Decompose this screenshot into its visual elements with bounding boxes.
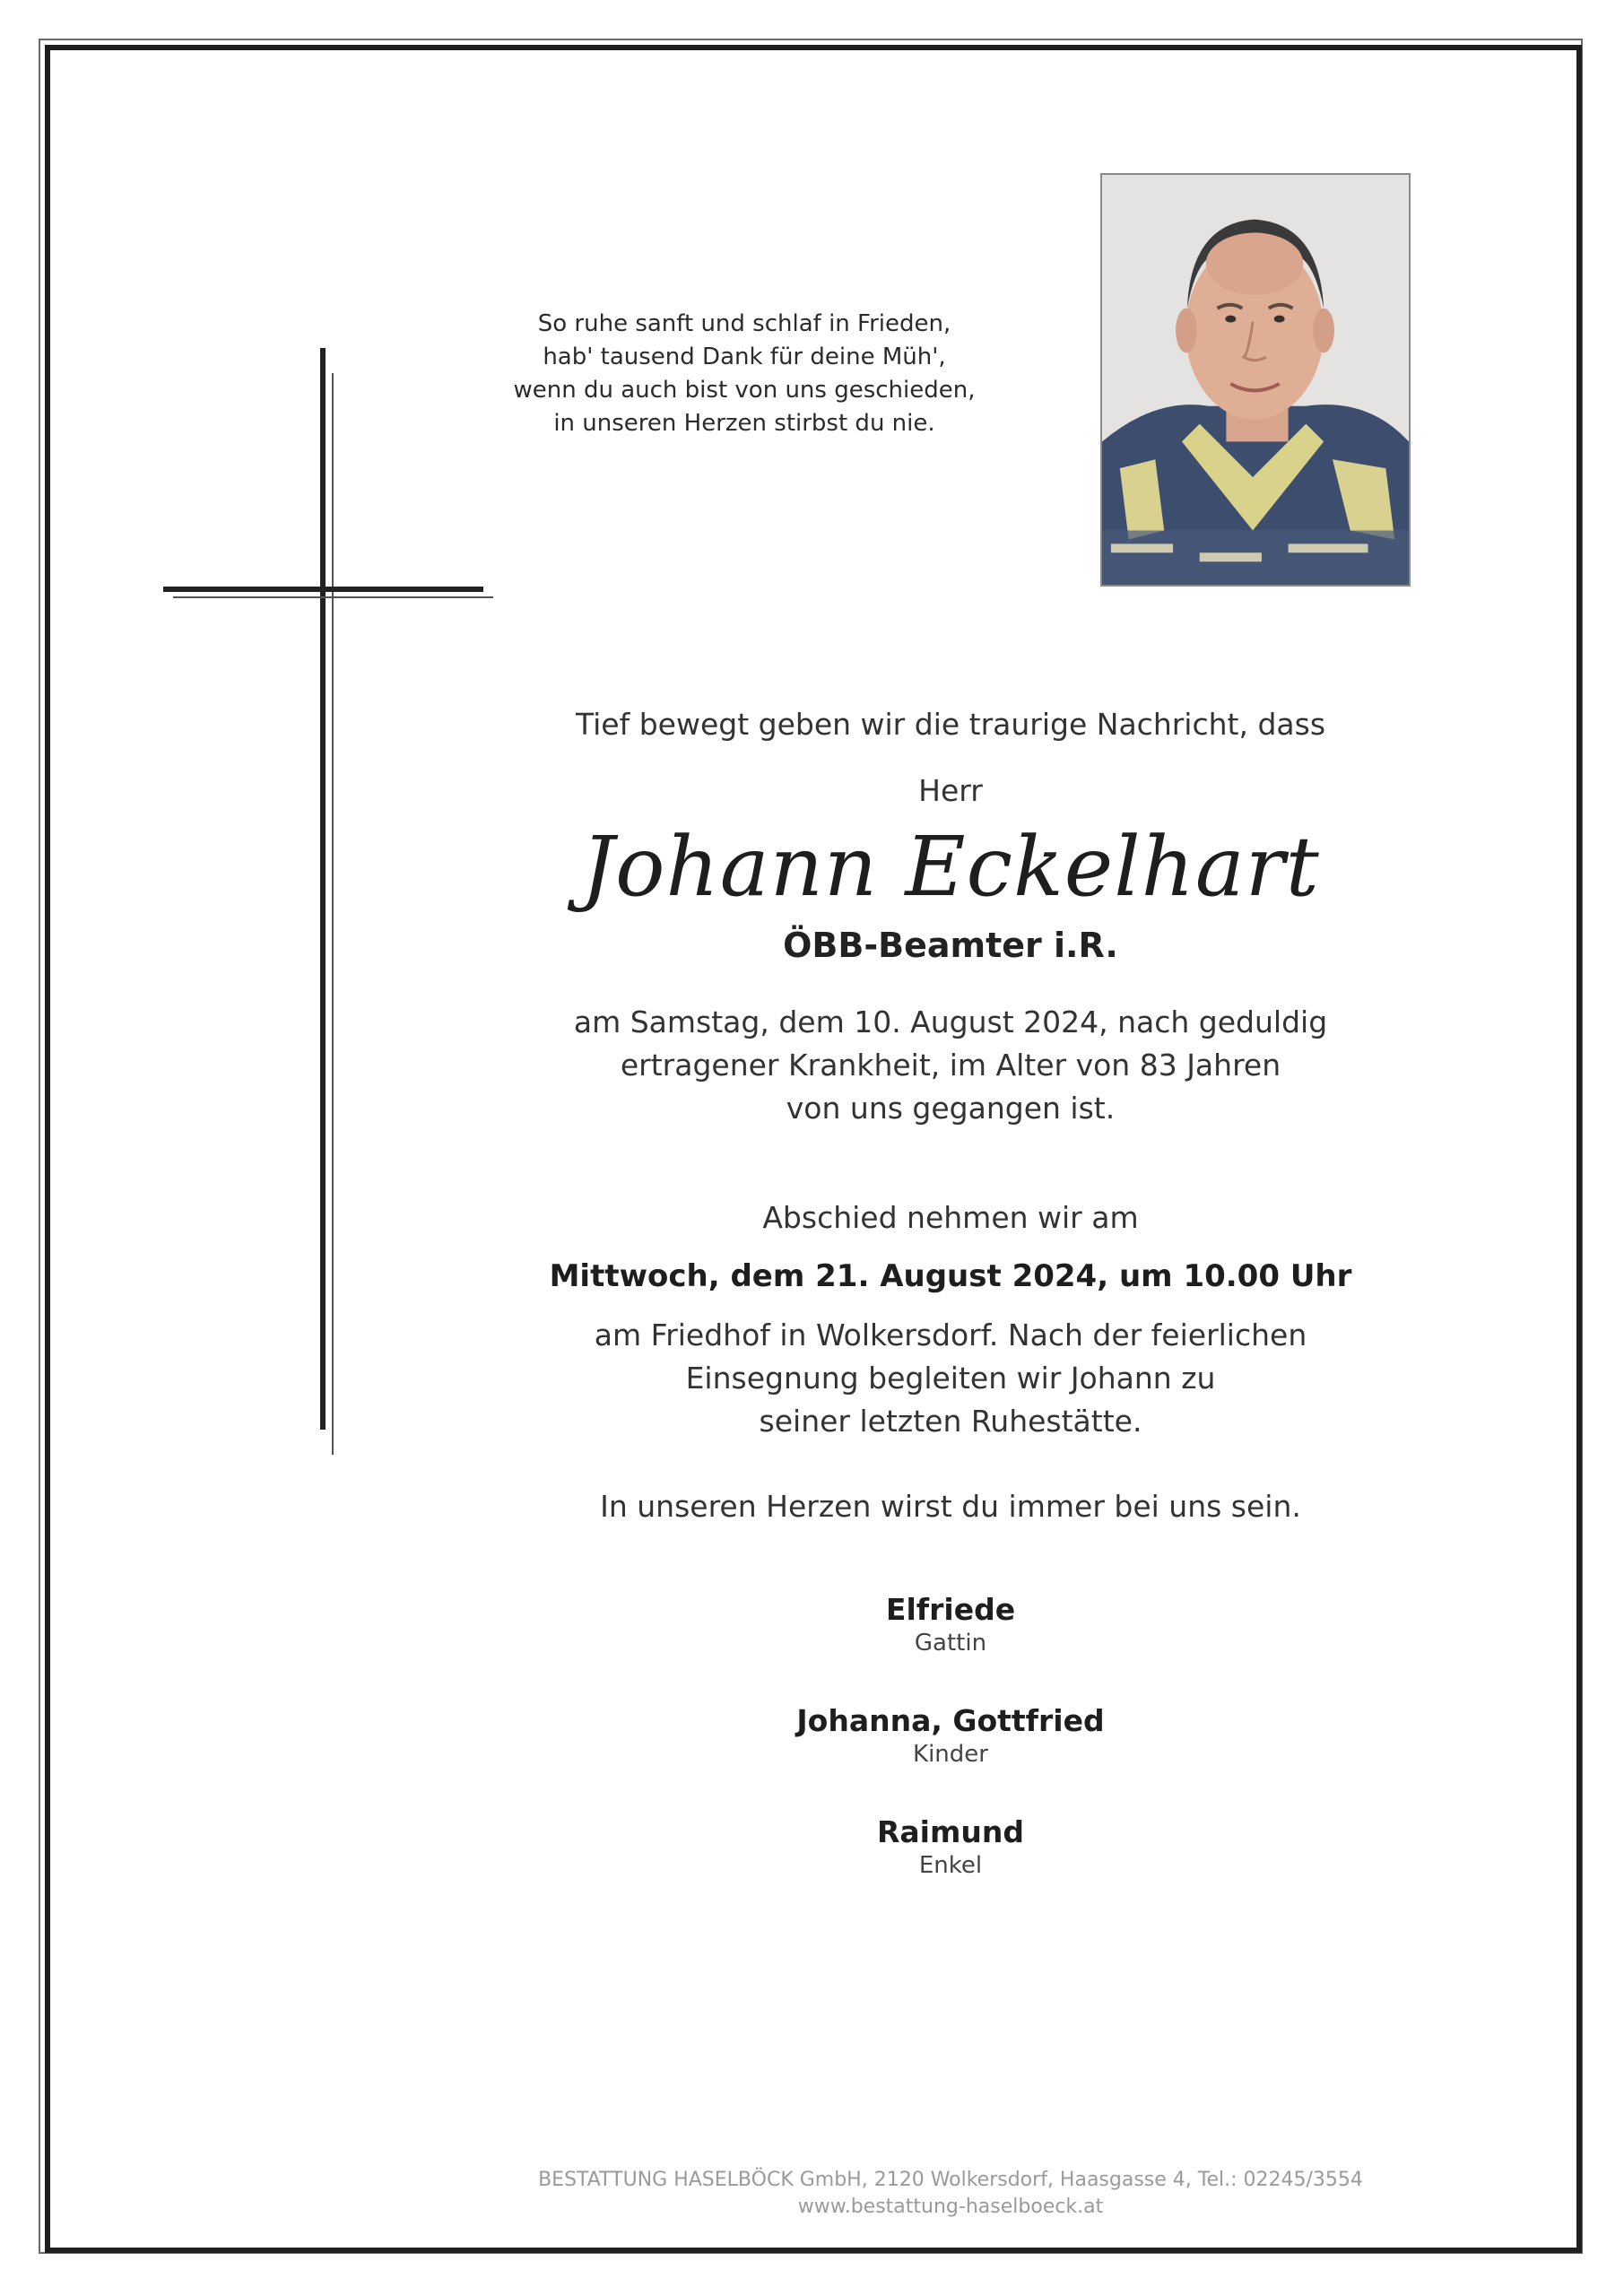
place-line: am Friedhof in Wolkersdorf. Nach der feierlichen xyxy=(594,1318,1307,1352)
funeral-home-footer xyxy=(502,2167,1399,2221)
cross-horizontal-shadow-line xyxy=(173,596,493,598)
mourner-role: Kinder xyxy=(913,1741,988,1768)
mourner-name: Johanna, Gottfried xyxy=(796,1703,1105,1738)
mourner-name: Elfriede xyxy=(885,1592,1016,1627)
farewell-text: Abschied nehmen wir am xyxy=(762,1200,1139,1235)
cross-vertical-bar xyxy=(320,348,326,1430)
salutation: Herr xyxy=(918,773,983,808)
intro-text: Tief bewegt geben wir die traurige Nachricht, dass xyxy=(575,707,1326,742)
death-line: am Samstag, dem 10. August 2024, nach geduldig xyxy=(573,1004,1328,1039)
place-line: Einsegnung begleiten wir Johann zu xyxy=(685,1361,1216,1396)
funeral-date: Mittwoch, dem 21. August 2024, um 10.00 Uhr xyxy=(549,1258,1352,1294)
portrait-illustration xyxy=(1102,175,1409,585)
memorial-poem xyxy=(475,308,1013,440)
death-announcement xyxy=(502,1001,1399,1130)
poem-line: So ruhe sanft und schlaf in Frieden, xyxy=(537,310,951,337)
cross-horizontal-bar xyxy=(163,587,483,592)
mourner-role: Gattin xyxy=(914,1630,987,1657)
death-line: ertragener Krankheit, im Alter von 83 Jahren xyxy=(620,1048,1281,1083)
poem-line: hab' tausend Dank für deine Müh', xyxy=(543,344,946,370)
closing-text: In unseren Herzen wirst du immer bei uns sein. xyxy=(600,1489,1301,1524)
death-line: von uns gegangen ist. xyxy=(786,1091,1116,1126)
mourner-name: Raimund xyxy=(877,1814,1024,1849)
mourner-entry xyxy=(502,1814,1399,1881)
deceased-name: Johann Eckelhart xyxy=(581,819,1320,915)
mourner-entry xyxy=(502,1592,1399,1658)
place-line: seiner letzten Ruhestätte. xyxy=(759,1404,1142,1439)
funeral-place xyxy=(502,1314,1399,1443)
cross-vertical-shadow-line xyxy=(332,373,334,1455)
poem-line: wenn du auch bist von uns geschieden, xyxy=(513,377,976,404)
portrait-photo xyxy=(1100,173,1411,587)
funeral-home-website: www.bestattung-haselboeck.at xyxy=(797,2196,1104,2218)
deceased-title: ÖBB-Beamter i.R. xyxy=(783,926,1118,965)
poem-line: in unseren Herzen stirbst du nie. xyxy=(553,410,935,437)
mourner-entry xyxy=(502,1703,1399,1770)
funeral-home-address: BESTATTUNG HASELBÖCK GmbH, 2120 Wolkersdorf, Haasgasse 4, Tel.: 02245/3554 xyxy=(538,2169,1363,2191)
mourner-role: Enkel xyxy=(918,1852,983,1879)
